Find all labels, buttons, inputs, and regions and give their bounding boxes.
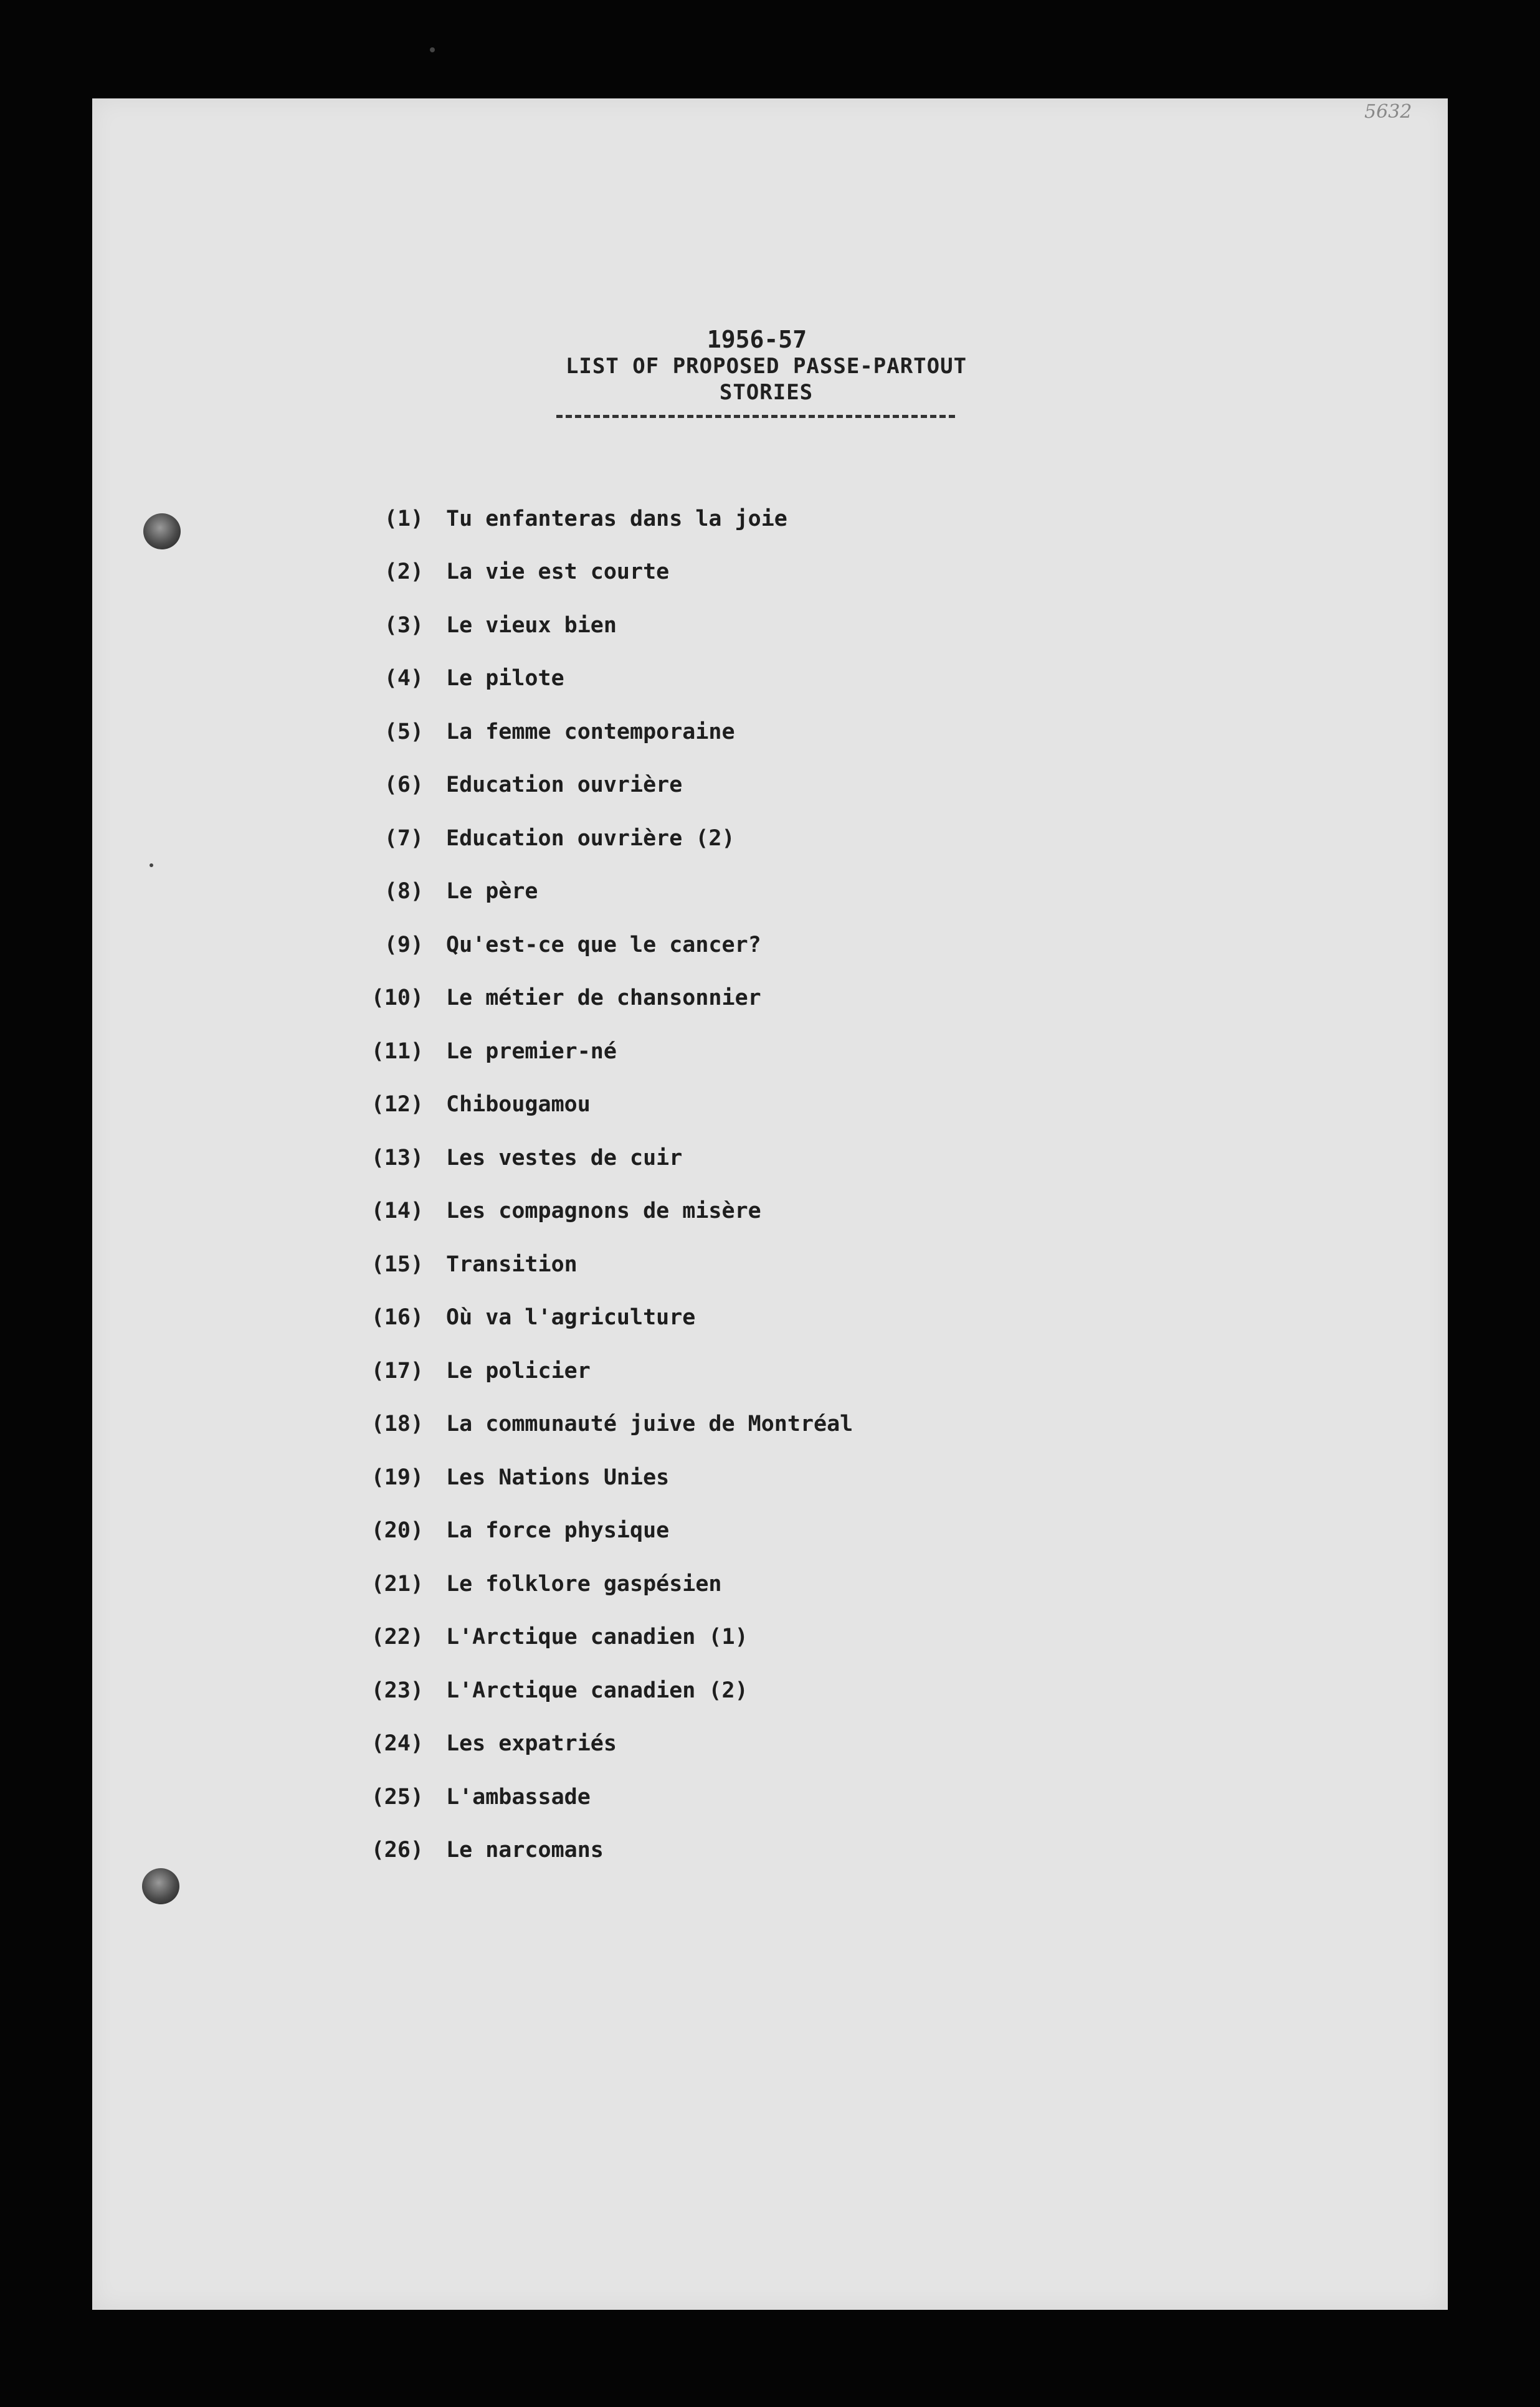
story-number: (1): [384, 506, 424, 531]
story-item: [368, 1291, 853, 1345]
heading-title-line2: STORIES: [719, 380, 814, 406]
story-number: (17): [371, 1358, 424, 1384]
story-title: L'Arctique canadien (2): [446, 1678, 748, 1703]
story-title: Les compagnons de misère: [446, 1199, 761, 1224]
story-number: (24): [371, 1731, 424, 1757]
dust-speck: [150, 863, 153, 867]
story-title: La force physique: [446, 1518, 670, 1544]
page-number: 5632: [1364, 101, 1412, 123]
story-item: [368, 1131, 853, 1185]
story-item: [368, 812, 853, 865]
story-title: Les vestes de cuir: [446, 1145, 683, 1170]
story-title: Education ouvrière (2): [446, 825, 735, 851]
story-item: [368, 972, 853, 1025]
story-number: (25): [371, 1784, 424, 1810]
story-title: L'ambassade: [446, 1784, 591, 1810]
story-item: [368, 1557, 853, 1611]
story-number: (18): [371, 1412, 424, 1437]
document-heading: [548, 327, 984, 406]
story-number: (14): [371, 1199, 424, 1224]
story-number: (8): [384, 879, 424, 904]
story-number: (7): [384, 825, 424, 851]
story-title: Qu'est-ce que le cancer?: [446, 932, 761, 957]
story-title: Les Nations Unies: [446, 1465, 670, 1490]
story-item: [368, 652, 853, 706]
story-number: (3): [384, 612, 424, 638]
story-number: (23): [371, 1678, 424, 1703]
story-title: L'Arctique canadien (1): [446, 1625, 748, 1650]
story-number: (6): [384, 772, 424, 798]
punch-hole-top: [143, 513, 181, 549]
story-number: (5): [384, 719, 424, 744]
story-item: [368, 1451, 853, 1504]
story-title: Le métier de chansonnier: [446, 985, 761, 1011]
story-title: Le vieux bien: [446, 612, 617, 638]
story-title: La communauté juive de Montréal: [446, 1412, 853, 1437]
story-item: [368, 1664, 853, 1717]
story-title: Chibougamou: [446, 1092, 591, 1118]
story-number: (13): [371, 1145, 424, 1170]
story-item: [368, 1078, 853, 1132]
story-title: Où va l'agriculture: [446, 1305, 696, 1331]
story-item: [368, 599, 853, 652]
story-item: [368, 1025, 853, 1078]
story-number: (2): [384, 559, 424, 585]
story-item: [368, 918, 853, 972]
story-number: (9): [384, 932, 424, 957]
story-item: [368, 1717, 853, 1771]
story-item: [368, 1770, 853, 1824]
story-title: La femme contemporaine: [446, 719, 735, 744]
story-item: [368, 759, 853, 812]
story-title: Le premier-né: [446, 1038, 617, 1064]
story-item: [368, 1824, 853, 1878]
story-title: Le policier: [446, 1358, 591, 1384]
story-item: [368, 1398, 853, 1451]
story-title: Tu enfanteras dans la joie: [446, 506, 787, 531]
story-number: (20): [371, 1518, 424, 1544]
heading-year: 1956-57: [706, 326, 807, 353]
story-item: [368, 1238, 853, 1291]
story-number: (26): [371, 1838, 424, 1863]
story-item: [368, 865, 853, 919]
story-item: [368, 1504, 853, 1558]
heading-underline: [556, 415, 955, 418]
story-title: La vie est courte: [446, 559, 670, 585]
story-title: Le pilote: [446, 666, 564, 691]
story-number: (15): [371, 1251, 424, 1277]
story-title: Les expatriés: [446, 1731, 617, 1757]
story-title: Le père: [446, 879, 538, 904]
story-item: [368, 492, 853, 546]
story-item: [368, 546, 853, 599]
story-item: [368, 1185, 853, 1238]
story-number: (4): [384, 666, 424, 691]
story-item: [368, 1611, 853, 1664]
story-title: Transition: [446, 1251, 578, 1277]
story-number: (12): [371, 1092, 424, 1118]
story-title: Education ouvrière: [446, 772, 683, 798]
story-title: Le folklore gaspésien: [446, 1571, 722, 1597]
story-title: Le narcomans: [446, 1838, 604, 1863]
story-number: (10): [371, 985, 424, 1011]
story-list: [368, 492, 853, 1877]
story-number: (21): [371, 1571, 424, 1597]
story-item: [368, 1344, 853, 1398]
punch-hole-bottom: [142, 1868, 179, 1904]
story-number: (19): [371, 1465, 424, 1490]
story-number: (22): [371, 1625, 424, 1650]
heading-title-line1: LIST OF PROPOSED PASSE-PARTOUT: [565, 353, 967, 379]
story-number: (11): [371, 1038, 424, 1064]
dust-speck: [430, 47, 435, 52]
story-number: (16): [371, 1305, 424, 1331]
story-item: [368, 705, 853, 759]
